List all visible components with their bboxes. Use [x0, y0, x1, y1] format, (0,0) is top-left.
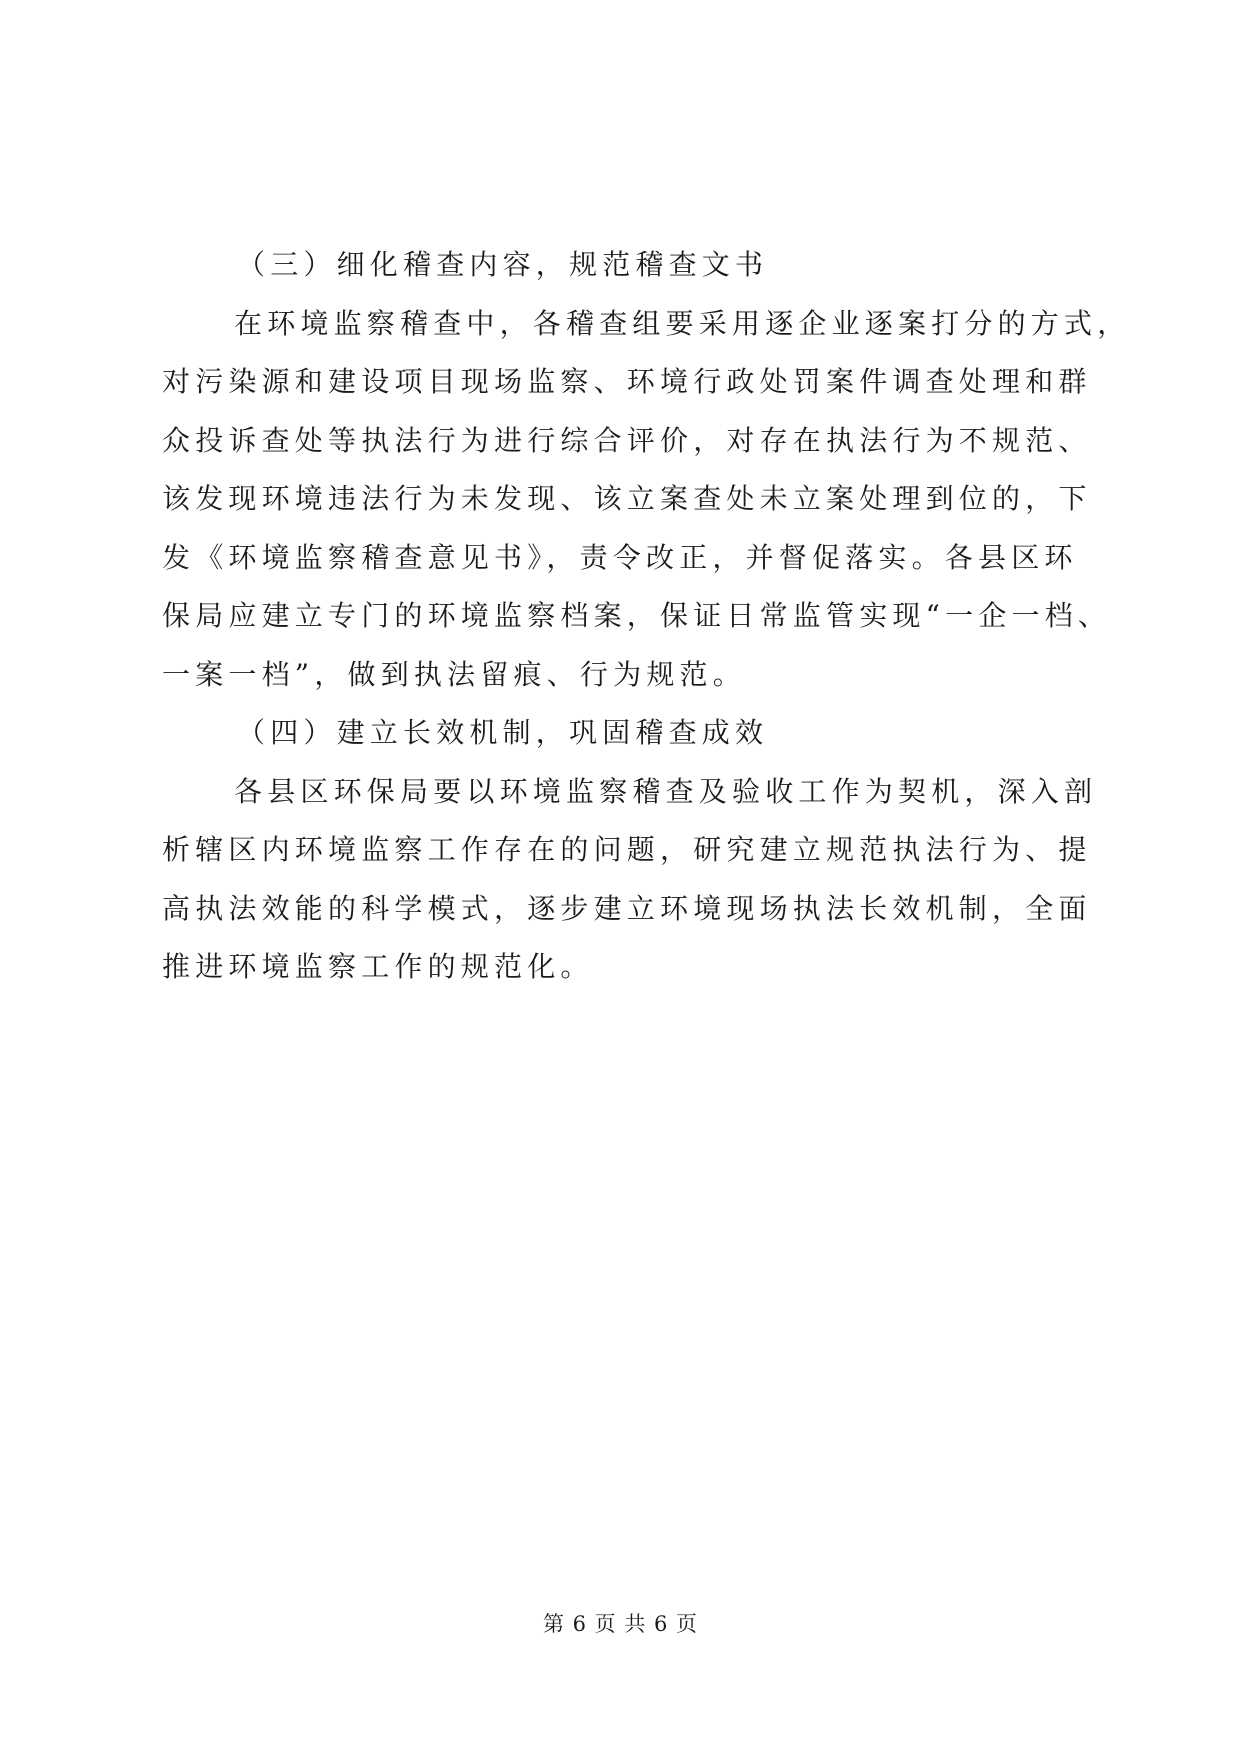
paragraph-line: 一案一档”，做到执法留痕、行为规范。 — [162, 657, 746, 691]
paragraph-line: 在环境监察稽查中，各稽查组要采用逐企业逐案打分的方式， — [234, 306, 1131, 340]
paragraph-line: 对污染源和建设项目现场监察、环境行政处罚案件调查处理和群 — [162, 365, 1092, 398]
paragraph-line: 推进环境监察工作的规范化。 — [162, 950, 594, 983]
section-heading-3: （三）细化稽查内容，规范稽查文书 — [237, 248, 769, 281]
paragraph-line: 该发现环境违法行为未发现、该立案查处未立案处理到位的，下 — [162, 482, 1092, 515]
section-heading-4: （四）建立长效机制，巩固稽查成效 — [237, 716, 769, 749]
paragraph-line: 众投诉查处等执法行为进行综合评价，对存在执法行为不规范、 — [162, 423, 1092, 457]
paragraph-line: 发《环境监察稽查意见书》，责令改正，并督促落实。各县区环 — [162, 540, 1078, 574]
page-footer: 第 6 页 共 6 页 — [542, 1612, 699, 1636]
paragraph-line: 高执法效能的科学模式，逐步建立环境现场执法长效机制，全面 — [162, 891, 1092, 925]
paragraph-line: 保局应建立专门的环境监察档案，保证日常监管实现“一企一档、 — [162, 599, 1112, 632]
paragraph-line: 各县区环保局要以环境监察稽查及验收工作为契机，深入剖 — [234, 774, 1098, 808]
document-body — [162, 236, 1131, 997]
paragraph-line: 析辖区内环境监察工作存在的问题，研究建立规范执法行为、提 — [162, 833, 1092, 866]
